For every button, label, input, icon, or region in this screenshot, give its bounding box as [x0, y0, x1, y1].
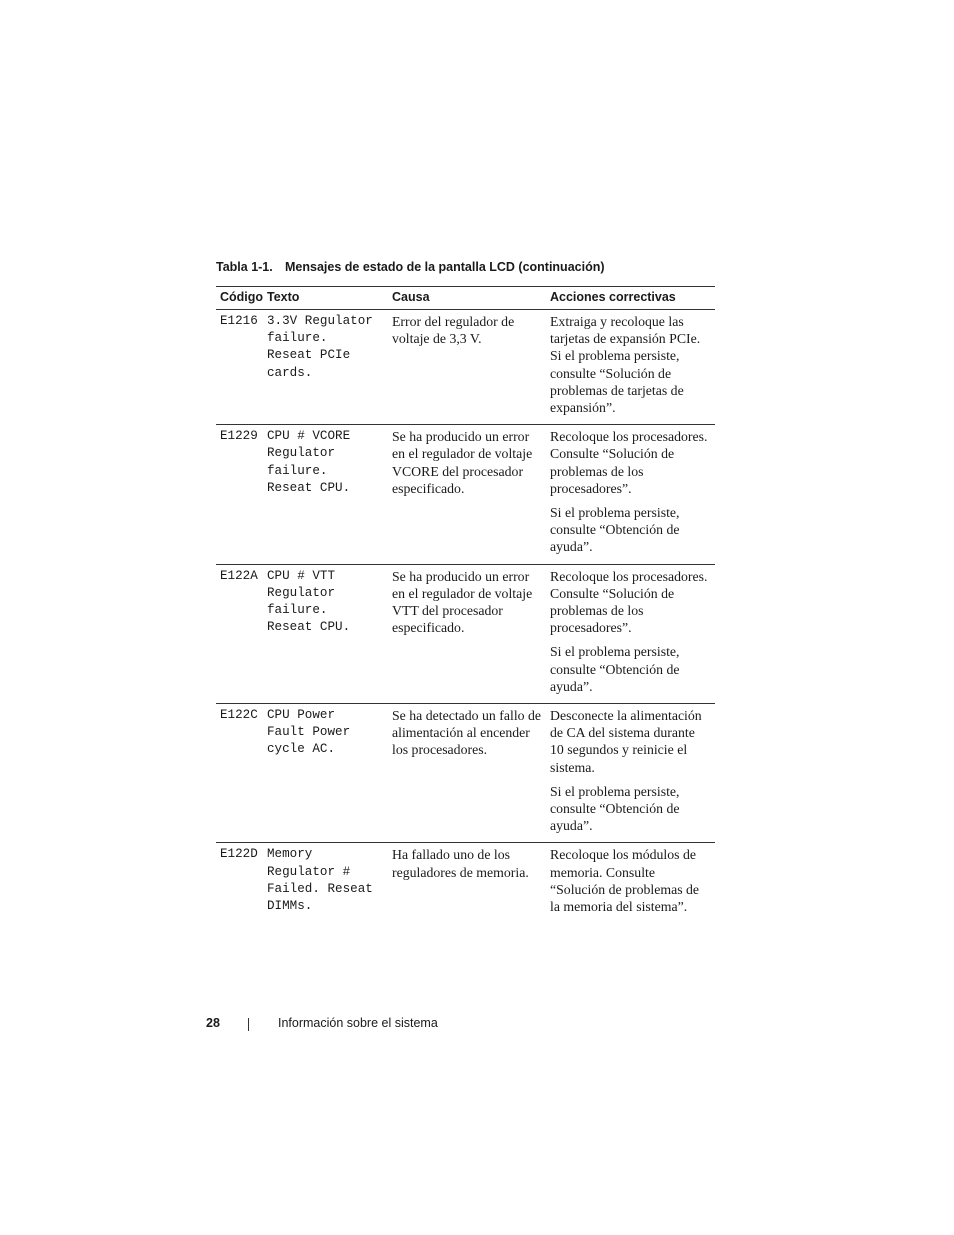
cell-code: E1216 — [216, 310, 263, 425]
caption-label: Tabla 1-1. — [216, 260, 273, 274]
table-row — [216, 843, 715, 923]
action-paragraph: Si el problema persiste, consulte “Obtención de ayuda”. — [550, 505, 680, 555]
action-paragraph: Recoloque los módulos de memoria. Consulte “Solución de problemas de la memoria del sistema”. — [550, 847, 700, 915]
action-paragraph: Desconecte la alimentación de CA del sistema durante 10 segundos y reinicie el sistema. — [550, 708, 702, 775]
cell-cause: Ha fallado uno de los reguladores de memoria. — [392, 847, 529, 880]
header-actions: Acciones correctivas — [546, 287, 715, 310]
lcd-status-table — [216, 286, 715, 923]
cell-text: Memory Regulator # Failed. Reseat DIMMs. — [267, 847, 373, 914]
table-row — [216, 704, 715, 843]
cell-code: E122D — [220, 847, 258, 862]
header-text: Texto — [263, 287, 388, 310]
action-paragraph: Si el problema persiste, consulte “Obtención de ayuda”. — [550, 644, 680, 694]
section-title: Información sobre el sistema — [278, 1016, 438, 1030]
cell-cause: Error del regulador de voltaje de 3,3 V. — [388, 310, 546, 425]
action-paragraph: Recoloque los procesadores. Consulte “Solución de problemas de los procesadores”. — [550, 429, 708, 496]
cell-text: 3.3V Regulator failure. Reseat PCIe cards. — [263, 310, 388, 425]
action-paragraph: Si el problema persiste, consulte “Obtención de ayuda”. — [550, 783, 680, 834]
cell-actions — [546, 704, 715, 843]
table-header-row — [216, 287, 715, 310]
cell-actions — [546, 310, 715, 425]
action-paragraph: Recoloque los procesadores. Consulte “Solución de problemas de los procesadores”. — [550, 568, 708, 636]
cell-actions — [546, 843, 715, 923]
page-number: 28 — [206, 1016, 220, 1030]
caption-title: Mensajes de estado de la pantalla LCD (continuación) — [285, 260, 605, 274]
table-row — [216, 310, 715, 425]
cell-text: CPU # VTT Regulator failure. Reseat CPU. — [263, 564, 388, 703]
table-caption — [216, 260, 605, 274]
cell-cause: Se ha producido un error en el regulador de voltaje VTT del procesador especificado. — [388, 564, 546, 703]
table-row — [216, 425, 715, 564]
header-cause: Causa — [388, 287, 546, 310]
cell-actions — [546, 564, 715, 703]
footer-divider — [248, 1018, 249, 1031]
header-code: Código — [216, 287, 263, 310]
cell-text: CPU Power Fault Power cycle AC. — [263, 704, 388, 843]
cell-code: E1229 — [216, 425, 263, 564]
action-paragraph: Extraiga y recoloque las tarjetas de expansión PCIe. Si el problema persiste, consulte “Solución de problemas de tarjetas de expansión”. — [550, 314, 701, 416]
cell-text: CPU # VCORE Regulator failure. Reseat CPU. — [263, 425, 388, 564]
table-row — [216, 564, 715, 703]
cell-cause: Se ha producido un error en el regulador de voltaje VCORE del procesador especificado. — [388, 425, 546, 564]
cell-code: E122C — [216, 704, 263, 843]
cell-code: E122A — [216, 564, 263, 703]
cell-actions — [546, 425, 715, 564]
cell-cause: Se ha detectado un fallo de alimentación al encender los procesadores. — [388, 704, 546, 843]
